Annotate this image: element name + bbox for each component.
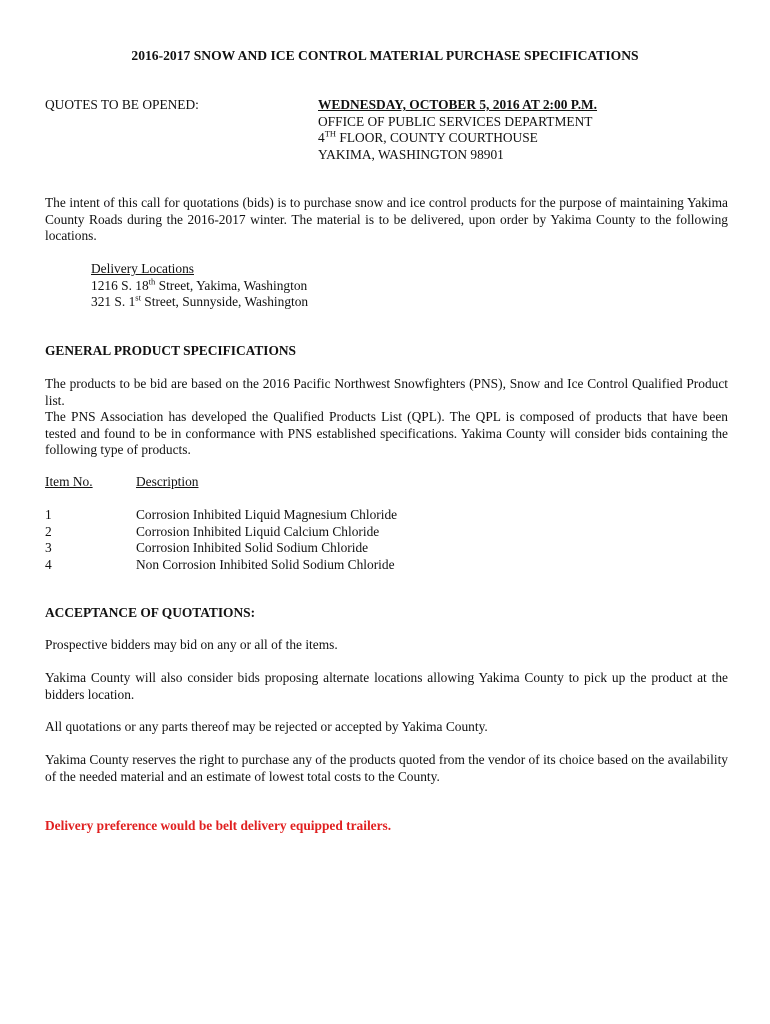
delivery-preference-notice: Delivery preference would be belt delivery equipped trailers.	[45, 818, 392, 833]
delivery-location-sunnyside	[91, 294, 308, 311]
acceptance-paragraph-3: All quotations or any parts thereof may be rejected or accepted by Yakima County.	[45, 719, 488, 734]
acceptance-heading: ACCEPTANCE OF QUOTATIONS:	[45, 605, 256, 620]
location-street-number: 1216 S. 18	[91, 277, 149, 293]
item-number: 1	[45, 507, 52, 522]
item-number: 2	[45, 523, 52, 539]
location-street-number: 321 S. 1	[91, 294, 136, 309]
acceptance-paragraph-1: Prospective bidders may bid on any or all of the items.	[45, 637, 338, 652]
item-description: Non Corrosion Inhibited Solid Sodium Chloride	[136, 556, 395, 572]
items-table	[45, 507, 445, 573]
location-city: Street, Sunnyside, Washington	[140, 294, 309, 309]
location-city: Street, Yakima, Washington	[155, 277, 308, 293]
opening-date: WEDNESDAY, OCTOBER 5, 2016 AT 2:00 P.M.	[318, 97, 598, 112]
office-floor	[318, 130, 597, 147]
document-title: 2016-2017 SNOW AND ICE CONTROL MATERIAL PURCHASE SPECIFICATIONS	[131, 48, 639, 63]
location-ordinal: st	[135, 292, 141, 303]
delivery-locations-heading: Delivery Locations	[91, 261, 194, 276]
office-city: YAKIMA, WASHINGTON 98901	[318, 146, 504, 162]
quotes-opened-label: QUOTES TO BE OPENED:	[45, 97, 199, 112]
intent-paragraph: The intent of this call for quotations (bids) is to purchase snow and ice control products for the purpose of maintaining Yakima County Roads during the 2016-2017 winter. The material is to be delivered, upon order by Yakima County to the following locations.	[45, 195, 728, 243]
delivery-location-yakima	[91, 278, 308, 295]
acceptance-paragraph-4: Yakima County reserves the right to purchase any of the products quoted from the vendor of its choice based on the availability of the needed material and an estimate of lowest total costs to the County.	[45, 752, 728, 784]
floor-number: 4	[318, 130, 325, 145]
item-number-header: Item No.	[45, 474, 93, 489]
floor-ordinal: TH	[324, 128, 337, 139]
description-header: Description	[136, 474, 199, 489]
table-row	[45, 524, 445, 541]
item-description: Corrosion Inhibited Solid Sodium Chloride	[136, 540, 369, 555]
item-number: 4	[45, 556, 52, 572]
item-description: Corrosion Inhibited Liquid Calcium Chloride	[136, 523, 380, 539]
general-specs-paragraph-2: The PNS Association has developed the Qualified Products List (QPL). The QPL is composed of products that have been tested and found to be in conformance with PNS established specifications. Yakima County will consider bids containing the following type of products.	[45, 409, 728, 457]
general-specs-heading: GENERAL PRODUCT SPECIFICATIONS	[45, 343, 296, 358]
quotes-opening-details	[318, 97, 597, 163]
table-row	[45, 507, 445, 524]
general-specs-paragraph-1: The products to be bid are based on the 2016 Pacific Northwest Snowfighters (PNS), Snow and Ice Control Qualified Product list.	[45, 376, 728, 408]
location-ordinal: th	[148, 276, 156, 287]
office-name: OFFICE OF PUBLIC SERVICES DEPARTMENT	[318, 113, 593, 129]
acceptance-paragraph-2: Yakima County will also consider bids proposing alternate locations allowing Yakima County to pick up the product at the bidders location.	[45, 670, 728, 702]
table-row	[45, 557, 445, 574]
item-number: 3	[45, 540, 52, 555]
delivery-locations	[91, 261, 308, 311]
floor-location: FLOOR, COUNTY COURTHOUSE	[336, 130, 538, 145]
item-description: Corrosion Inhibited Liquid Magnesium Chloride	[136, 507, 398, 522]
table-row	[45, 540, 445, 557]
